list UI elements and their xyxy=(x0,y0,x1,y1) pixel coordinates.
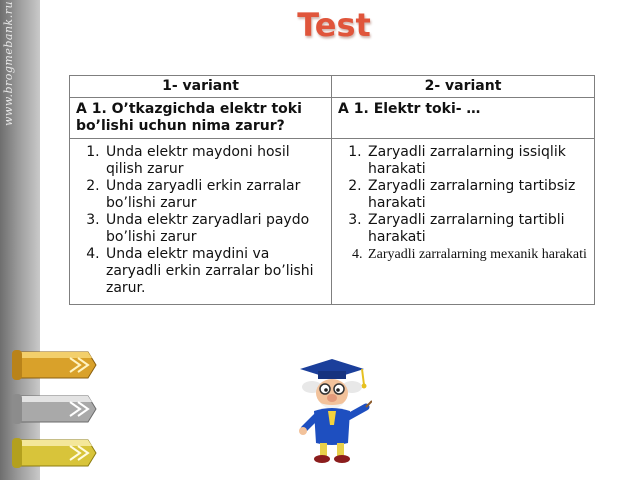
test-table xyxy=(69,75,595,305)
slide-title: Test xyxy=(297,6,371,44)
answer-item: 3. Unda elektr zaryadlari paydo bo’lishi zarur xyxy=(104,212,325,246)
column-header-variant-1: 1- variant xyxy=(70,76,332,98)
answer-item: 4. Unda elektr maydini va zaryadli erkin zarralar bo’lishi zarur. xyxy=(104,246,325,297)
watermark: www.brogmebank.ru xyxy=(2,0,15,126)
answer-item: 3. Zaryadli zarralarning tartibli harakati xyxy=(366,212,588,246)
question-variant-1: A 1. O’tkazgichda elektr toki bo’lishi uchun nima zarur? xyxy=(70,98,332,139)
gold-ribbon-icon xyxy=(8,346,98,384)
answer-item: 4. Zaryadli zarralarning mexanik harakati xyxy=(366,246,588,263)
decorative-ribbons xyxy=(0,340,110,480)
answers-variant-1 xyxy=(70,139,332,305)
answer-item: 1. Unda elektr maydoni hosil qilish zarur xyxy=(104,144,325,178)
yellow-ribbon-icon xyxy=(8,434,98,472)
table-row-question xyxy=(70,98,595,139)
table-row-answers xyxy=(70,139,595,305)
answer-list-2 xyxy=(338,144,588,263)
table-header-row xyxy=(70,76,595,98)
answer-item: 1. Zaryadli zarralarning issiqlik harakati xyxy=(366,144,588,178)
question-variant-2: A 1. Elektr toki- … xyxy=(332,98,595,139)
silver-ribbon-icon xyxy=(8,390,98,428)
answer-list-1 xyxy=(76,144,325,297)
column-header-variant-2: 2- variant xyxy=(332,76,595,98)
answer-item: 2. Zaryadli zarralarning tartibsiz harakati xyxy=(366,178,588,212)
answers-variant-2 xyxy=(332,139,595,305)
professor-mascot-icon xyxy=(282,355,372,465)
answer-item: 2. Unda zaryadli erkin zarralar bo’lishi zarur xyxy=(104,178,325,212)
